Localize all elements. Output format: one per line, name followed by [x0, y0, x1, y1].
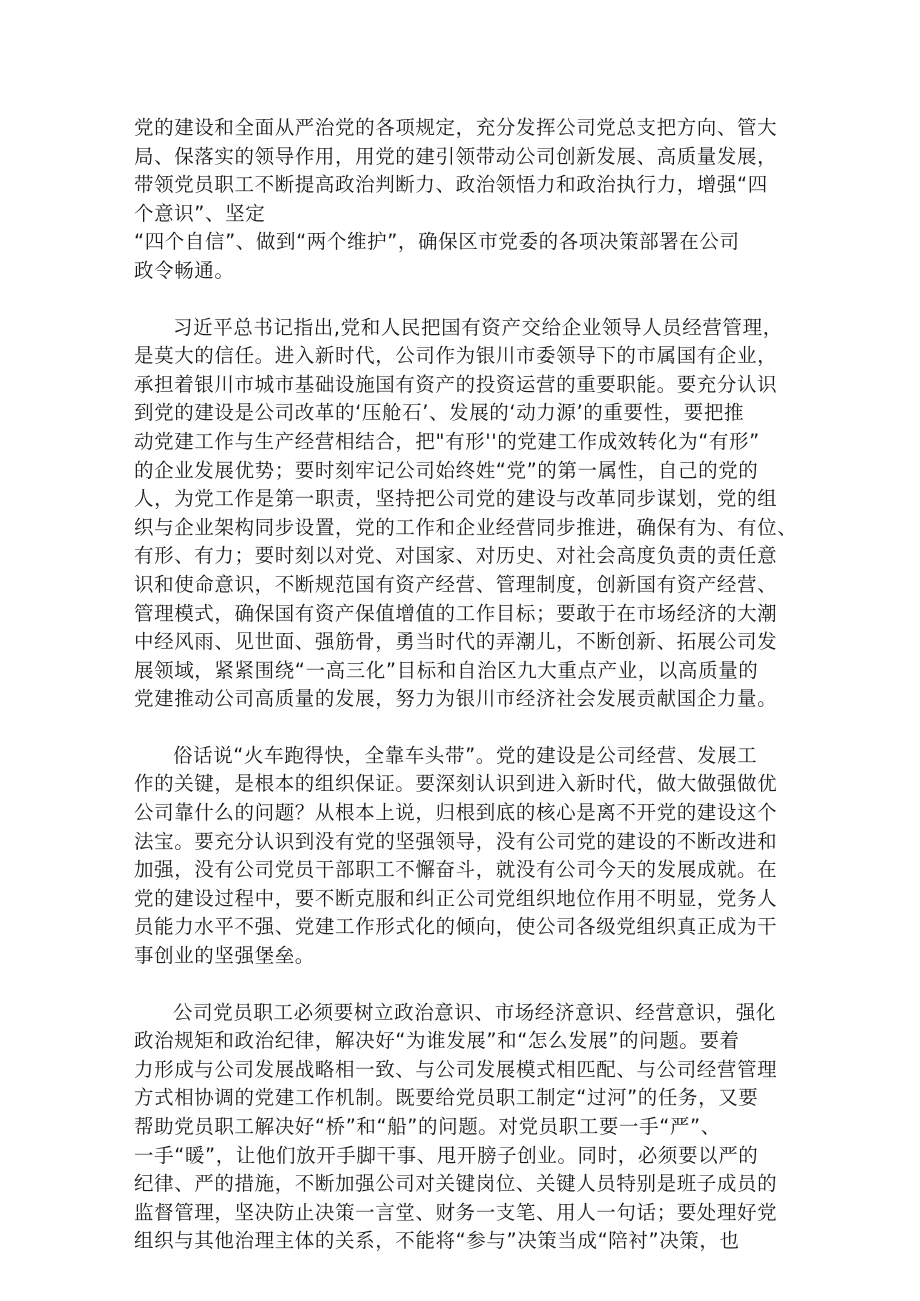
text-line: 党的建设和全面从严治党的各项规定，充分发挥公司党总支把方向、管大: [134, 116, 778, 139]
text-line: 人，为党工作是第一职责，坚持把公司党的建设与改革同步谋划，党的组: [134, 487, 778, 511]
text-line: 是莫大的信任。进入新时代，公司作为银川市委领导下的市属国有企业，: [134, 344, 778, 368]
text-line: 公司党员职工必须要树立政治意识、市场经济意识、经营意识，强化: [173, 1000, 777, 1024]
text-line: 监督管理，坚决防止决策一言堂、财务一支笔、用人一句话；要处理好党: [134, 1200, 778, 1224]
text-line: 方式相协调的党建工作机制。既要给党员职工制定“过河”的任务，又要: [134, 1086, 759, 1110]
text-line: 力形成与公司发展战略相一致、与公司发展模式相匹配、与公司经营管理: [134, 1057, 778, 1081]
text-line: 党建推动公司高质量的发展，努力为银川市经济社会发展贡献国企力量。: [134, 687, 778, 711]
text-line: 政令畅通。: [134, 258, 235, 282]
text-line: 管理模式，确保国有资产保值增值的工作目标；要敢于在市场经济的大潮: [134, 601, 778, 625]
text-line: 个意识”、坚定: [134, 201, 266, 225]
paragraph-4: [134, 999, 789, 1256]
text-line: 纪律、严的措施，不断加强公司对关键岗位、关键人员特别是班子成员的: [134, 1172, 778, 1196]
text-line: 组织与其他治理主体的关系，不能将“参与”决策当成“陪衬”决策，也: [134, 1229, 740, 1253]
text-line: 有形、有力；要时刻以对党、对国家、对历史、对社会高度负责的责任意: [134, 544, 778, 568]
text-line: 织与企业架构同步设置，党的工作和企业经营同步推进，确保有为、有位、: [134, 515, 798, 539]
text-line: 一手“暖”，让他们放开手脚干事、甩开膀子创业。同时，必须要以严的: [134, 1143, 759, 1167]
text-line: 中经风雨、见世面、强筋骨，勇当时代的弄潮儿，不断创新、拓展公司发: [134, 630, 778, 654]
paragraph-1: [134, 114, 789, 286]
text-line: 局、保落实的领导作用，用党的建引领带动公司创新发展、高质量发展，: [134, 144, 778, 168]
paragraph-2: [134, 314, 798, 714]
text-line: 党的建设过程中，要不断克服和纠正公司党组织地位作用不明显，党务人: [134, 886, 778, 910]
paragraph-3: [134, 742, 789, 971]
document-body: [134, 114, 798, 1256]
text-line: 习近平总书记指出,党和人民把国有资产交给企业领导人员经营管理，: [173, 315, 783, 339]
text-line: 帮助党员职工解决好“桥”和“船”的问题。对党员职工要一手“严”、: [134, 1115, 721, 1138]
text-line: 带领党员职工不断提高政治判断力、政治领悟力和政治执行力，增强“四: [134, 173, 768, 197]
text-line: 加强，没有公司党员干部职工不懈奋斗，就没有公司今天的发展成就。在: [134, 858, 778, 882]
text-line: 到党的建设是公司改革的‘压舱石’、发展的‘动力源’的重要性，要把推: [134, 401, 745, 425]
text-line: 的企业发展优势；要时刻牢记公司始终姓“党”的第一属性，自己的党的: [134, 458, 759, 482]
paragraph-gap: [134, 714, 789, 742]
text-line: 承担着银川市城市基础设施国有资产的投资运营的重要职能。要充分认识: [134, 372, 778, 396]
text-line: 公司靠什么的问题？从根本上说，归根到底的核心是离不开党的建设这个: [134, 801, 778, 825]
text-line: 员能力水平不强、党建工作形式化的倾向，使公司各级党组织真正成为干: [134, 915, 778, 939]
paragraph-gap: [134, 971, 789, 999]
text-line: 识和使命意识，不断规范国有资产经营、管理制度，创新国有资产经营、: [134, 572, 778, 596]
text-line: 展领域，紧紧围绕“一高三化”目标和自治区九大重点产业，以高质量的: [134, 658, 759, 682]
text-line: “四个自信”、做到“两个维护”，确保区市党委的各项决策部署在公司: [134, 230, 740, 254]
text-line: 法宝。要充分认识到没有党的坚强领导，没有公司党的建设的不断改进和: [134, 829, 778, 853]
text-line: 事创业的坚强堡垒。: [134, 944, 315, 968]
text-line: 动党建工作与生产经营相结合，把"有形''的党建工作成效转化为“有形”: [134, 429, 760, 453]
text-line: 作的关键，是根本的组织保证。要深刻认识到进入新时代，做大做强做优: [134, 772, 778, 796]
paragraph-gap: [134, 286, 789, 314]
text-line: 俗话说“火车跑得快，全靠车头带”。党的建设是公司经营、发展工: [173, 743, 758, 767]
text-line: 政治规矩和政治纪律，解决好“为谁发展”和“怎么发展”的问题。要着: [134, 1029, 740, 1053]
